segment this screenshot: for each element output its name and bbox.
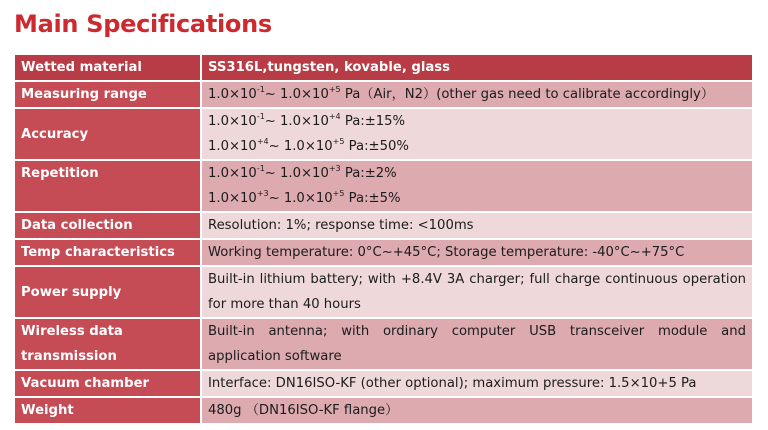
repetition-line-1: $1.0\times 10^{-1}\sim$ $1.0\times 10^{+3}$ Pa:±2% xyxy=(208,164,397,181)
spec-value-wetted-material: SS316L,tungsten, kovable, glass xyxy=(201,54,753,81)
table-row xyxy=(14,318,753,370)
table-row xyxy=(14,54,753,81)
spec-value-weight: 480g （DN16ISO-KF flange） xyxy=(201,397,753,424)
spec-label-power-supply: Power supply xyxy=(14,266,201,318)
spec-value-data-collection: Resolution: 1%; response time: <100ms xyxy=(201,212,753,239)
spec-label-temp-characteristics: Temp characteristics xyxy=(14,239,201,266)
spec-label-repetition: Repetition xyxy=(14,160,201,212)
spec-value-measuring-range: $1.0\times 10^{-1}\sim$ $1.0\times 10^{+5}$ Pa（Air，N2）(other gas need to calibrate accordingly） xyxy=(201,81,753,108)
table-row xyxy=(14,397,753,424)
spec-label-measuring-range: Measuring range xyxy=(14,81,201,108)
spec-value-temp-characteristics: Working temperature: 0°C~+45°C; Storage temperature: -40°C~+75°C xyxy=(201,239,753,266)
spec-value-accuracy xyxy=(201,108,753,160)
table-row xyxy=(14,266,753,318)
table-row xyxy=(14,239,753,266)
spec-label-accuracy: Accuracy xyxy=(14,108,201,160)
repetition-line-2: $1.0\times 10^{+3}\sim$ $1.0\times 10^{+5}$ Pa:±5% xyxy=(208,189,401,206)
spec-value-power-supply: Built-in lithium battery; with +8.4V 3A charger; full charge continuous operation for more than 40 hours xyxy=(201,266,753,318)
spec-label-data-collection: Data collection xyxy=(14,212,201,239)
spec-value-repetition xyxy=(201,160,753,212)
table-row xyxy=(14,160,753,212)
specifications-table xyxy=(13,53,754,425)
table-row xyxy=(14,212,753,239)
spec-label-wetted-material: Wetted material xyxy=(14,54,201,81)
page-title: Main Specifications xyxy=(14,10,272,38)
spec-value-wireless-data-transmission: Built-in antenna; with ordinary computer USB transceiver module and application software xyxy=(201,318,753,370)
table-row xyxy=(14,81,753,108)
accuracy-line-1: $1.0\times 10^{-1}\sim$ $1.0\times 10^{+4}$ Pa:±15% xyxy=(208,112,406,129)
accuracy-line-2: $1.0\times 10^{+4}\sim$ $1.0\times 10^{+5}$ Pa:±50% xyxy=(208,137,409,154)
spec-label-vacuum-chamber: Vacuum chamber xyxy=(14,370,201,397)
spec-label-wireless-data-transmission: Wireless data transmission xyxy=(14,318,201,370)
table-row xyxy=(14,108,753,160)
table-row xyxy=(14,370,753,397)
spec-label-weight: Weight xyxy=(14,397,201,424)
spec-value-vacuum-chamber: Interface: DN16ISO-KF (other optional); maximum pressure: 1.5×10+5 Pa xyxy=(201,370,753,397)
